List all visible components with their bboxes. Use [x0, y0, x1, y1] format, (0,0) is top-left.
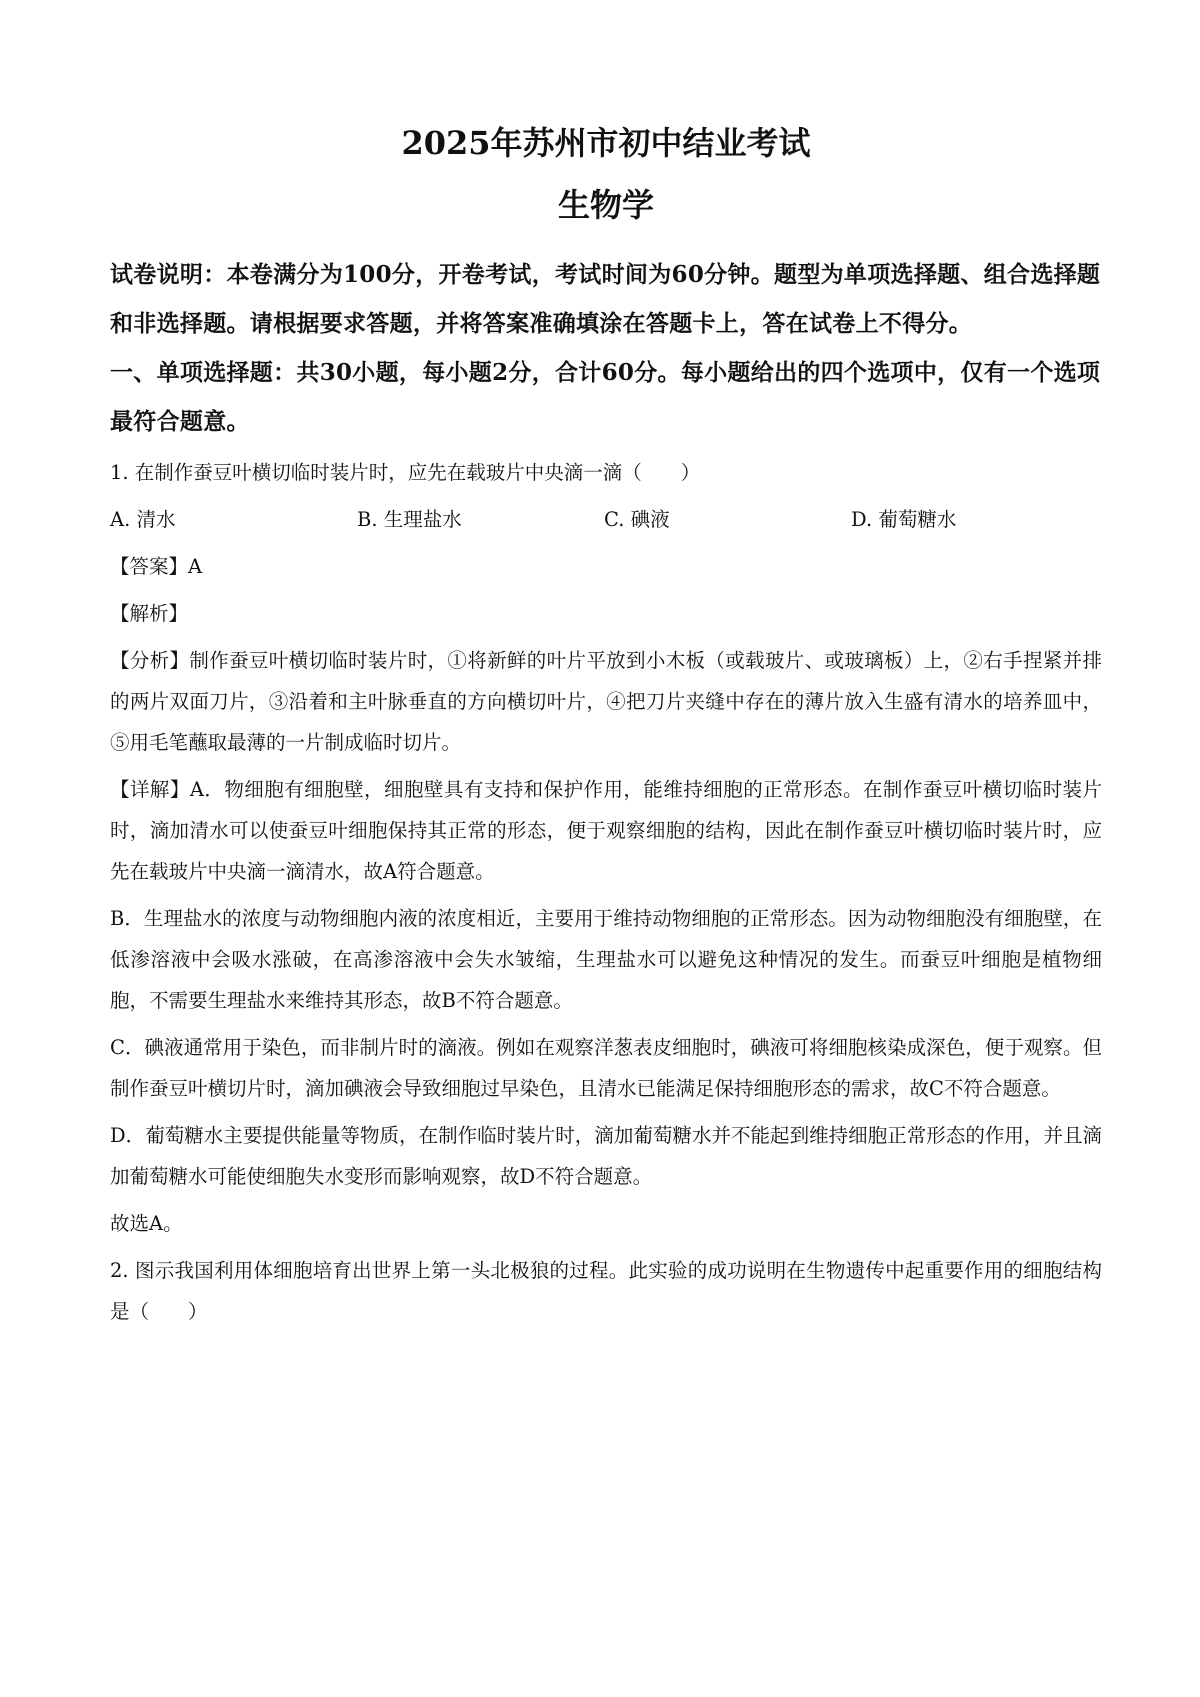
detail-d-paragraph: D．葡萄糖水主要提供能量等物质，在制作临时装片时，滴加葡萄糖水并不能起到维持细胞正常形态的作用，并且滴加葡萄糖水可能使细胞失水变形而影响观察，故D不符合题意。 — [110, 1124, 1102, 1188]
analysis-paragraph: 【分析】制作蚕豆叶横切临时装片时，①将新鲜的叶片平放到小木板（或载玻片、或玻璃板）上，②右手捏紧并排的两片双面刀片，③沿着和主叶脉垂直的方向横切叶片，④把刀片夹缝中存在的薄片放入生盛有清水的培养皿中，⑤用毛笔蘸取最薄的一片制成临时切片。 — [110, 649, 1102, 754]
exam-subject: 生物学 — [557, 186, 654, 224]
option-d: D. 葡萄糖水 — [851, 508, 957, 531]
detail-c-paragraph: C．碘液通常用于染色，而非制片时的滴液。例如在观察洋葱表皮细胞时，碘液可将细胞核染成深色，便于观察。但制作蚕豆叶横切片时，滴加碘液会导致细胞过早染色，且清水已能满足保持细胞形态的需求，故C不符合题意。 — [110, 1036, 1102, 1100]
answer-line: 【答案】A — [110, 555, 203, 578]
exam-title: 2025年苏州市初中结业考试 — [401, 124, 811, 162]
question-1-stem: 1. 在制作蚕豆叶横切临时装片时，应先在载玻片中央滴一滴（ ） — [110, 461, 701, 484]
option-a: A. 清水 — [110, 508, 176, 531]
detail-a-paragraph: 【详解】A．物细胞有细胞壁，细胞壁具有支持和保护作用，能维持细胞的正常形态。在制作蚕豆叶横切临时装片时，滴加清水可以使蚕豆叶细胞保持其正常的形态，便于观察细胞的结构，因此在制作蚕豆叶横切临时装片时，应先在载玻片中央滴一滴清水，故A符合题意。 — [110, 778, 1102, 883]
detail-b-paragraph: B．生理盐水的浓度与动物细胞内液的浓度相近，主要用于维持动物细胞的正常形态。因为动物细胞没有细胞壁，在低渗溶液中会吸水涨破，在高渗溶液中会失水皱缩，生理盐水可以避免这种情况的发生。而蚕豆叶细胞是植物细胞，不需要生理盐水来维持其形态，故B不符合题意。 — [110, 907, 1102, 1012]
question-1-options — [110, 499, 1102, 540]
exam-instructions: 试卷说明：本卷满分为100分，开卷考试，考试时间为60分钟。题型为单项选择题、组合选择题和非选择题。请根据要求答题，并将答案准确填涂在答题卡上，答在试卷上不得分。 — [110, 261, 1101, 337]
option-c: C. 碘液 — [604, 508, 670, 531]
option-b: B. 生理盐水 — [357, 508, 462, 531]
question-2-stem: 2. 图示我国利用体细胞培育出世界上第一头北极狼的过程。此实验的成功说明在生物遗传中起重要作用的细胞结构是（ ） — [110, 1259, 1102, 1323]
section-heading: 一、单项选择题：共30小题，每小题2分，合计60分。每小题给出的四个选项中，仅有一个选项最符合题意。 — [110, 359, 1101, 435]
analysis-label: 【解析】 — [110, 602, 189, 625]
conclusion-line: 故选A。 — [110, 1212, 183, 1235]
